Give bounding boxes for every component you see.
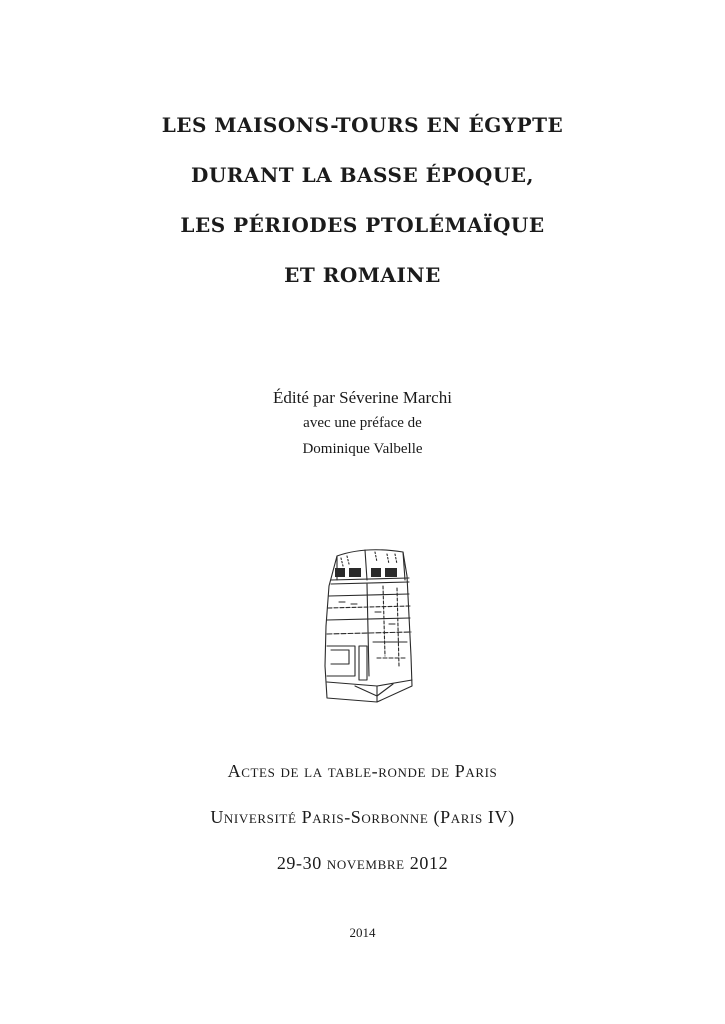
proceedings-institution: Université Paris-Sorbonne (Paris IV) [210,807,515,827]
title-line-3: LES PÉRIODES PTOLÉMAÏQUE [180,213,545,237]
proceedings-title: Actes de la table-ronde de Paris [227,761,498,781]
tower-house-drawing-icon [317,546,413,706]
editor-credits [0,386,725,462]
title-line-1: LES MAISONS-TOURS EN ÉGYPTE [161,113,564,137]
title-line-2: DURANT LA BASSE ÉPOQUE, [191,163,534,187]
proceedings-dates: 29-30 novembre 2012 [276,853,449,873]
proceedings-info [0,748,725,886]
preface-author: Dominique Valbelle [302,441,423,457]
title-line-4: ET ROMAINE [284,263,441,287]
edited-by: Édité par Séverine Marchi [273,388,452,407]
book-title [0,100,725,300]
publication-year: 2014 [349,925,376,940]
preface-intro: avec une préface de [303,415,422,431]
